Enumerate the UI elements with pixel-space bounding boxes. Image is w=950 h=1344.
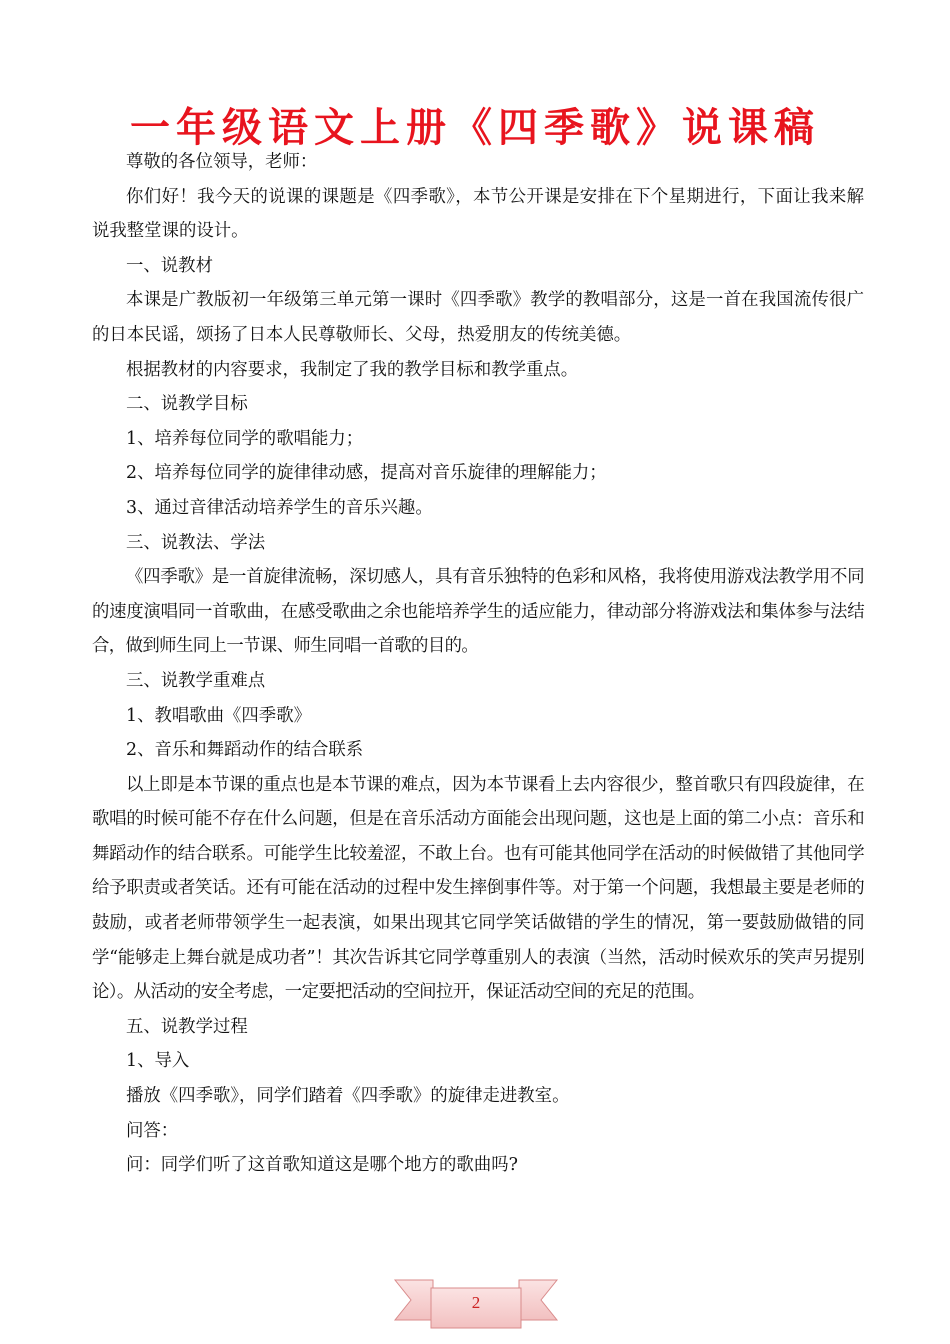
paragraph: 2、培养每位同学的旋律律动感，提高对音乐旋律的理解能力； [126,463,607,484]
paragraph: 问答： [126,1120,179,1141]
paragraph: 1、导入 [126,1051,190,1072]
document-body [92,145,864,1183]
paragraph: 《四季歌》是一首旋律流畅，深切感人，具有音乐独特的色彩和风格，我将使用游戏法教学用不同的速度演唱同一首歌曲，在感受歌曲之余也能培养学生的适应能力，律动部分将游戏法和集体参与法结合，做到师生同上一节课、师生同唱一首歌的目的。 [92,567,864,657]
paragraph: 3、通过音律活动培养学生的音乐兴趣。 [126,497,433,518]
paragraph: 三、说教法、学法 [126,532,266,553]
paragraph: 以上即是本节课的重点也是本节课的难点，因为本节课看上去内容很少，整首歌只有四段旋律，在歌唱的时候可能不存在什么问题，但是在音乐活动方面能会出现问题，这也是上面的第二小点：音乐和舞蹈动作的结合联系。可能学生比较羞涩，不敢上台。也有可能其他同学在活动的时候做错了其他同学给予职责或者笑话。还有可能在活动的过程中发生摔倒事件等。对于第一个问题，我想最主要是老师的鼓励，或者老师带领学生一起表演，如果出现其它同学笑话做错的学生的情况，第一要鼓励做错的同学“能够走上舞台就是成功者”！其次告诉其它同学尊重别人的表演（当然，活动时候欢乐的笑声另提别论）。从活动的安全考虑，一定要把活动的空间拉开，保证活动空间的充足的范围。 [92,774,864,1003]
paragraph: 二、说教学目标 [126,394,248,415]
paragraph: 你们好！我今天的说课的课题是《四季歌》，本节公开课是安排在下个星期进行，下面让我来解说我整堂课的设计。 [92,186,864,242]
paragraph: 问：同学们听了这首歌知道这是哪个地方的歌曲吗? [126,1155,518,1176]
paragraph: 三、说教学重难点 [126,670,266,691]
page-number: 2 [471,1293,481,1312]
paragraph: 本课是广教版初一年级第三单元第一课时《四季歌》教学的教唱部分，这是一首在我国流传很广的日本民谣，颂扬了日本人民尊敬师长、父母，热爱朋友的传统美德。 [92,290,864,345]
document-title: 一年级语文上册《四季歌》说课稿 [130,105,820,151]
paragraph: 2、音乐和舞蹈动作的结合联系 [126,740,364,761]
paragraph: 五、说教学过程 [126,1016,248,1037]
paragraph: 一、说教材 [126,255,213,276]
paragraph: 1、教唱歌曲《四季歌》 [126,705,311,726]
paragraph: 根据教材的内容要求，我制定了我的教学目标和教学重点。 [126,359,579,380]
paragraph: 尊敬的各位领导，老师： [126,152,318,172]
paragraph: 1、培养每位同学的歌唱能力； [126,428,364,449]
paragraph: 播放《四季歌》，同学们踏着《四季歌》的旋律走进教室。 [126,1086,570,1107]
